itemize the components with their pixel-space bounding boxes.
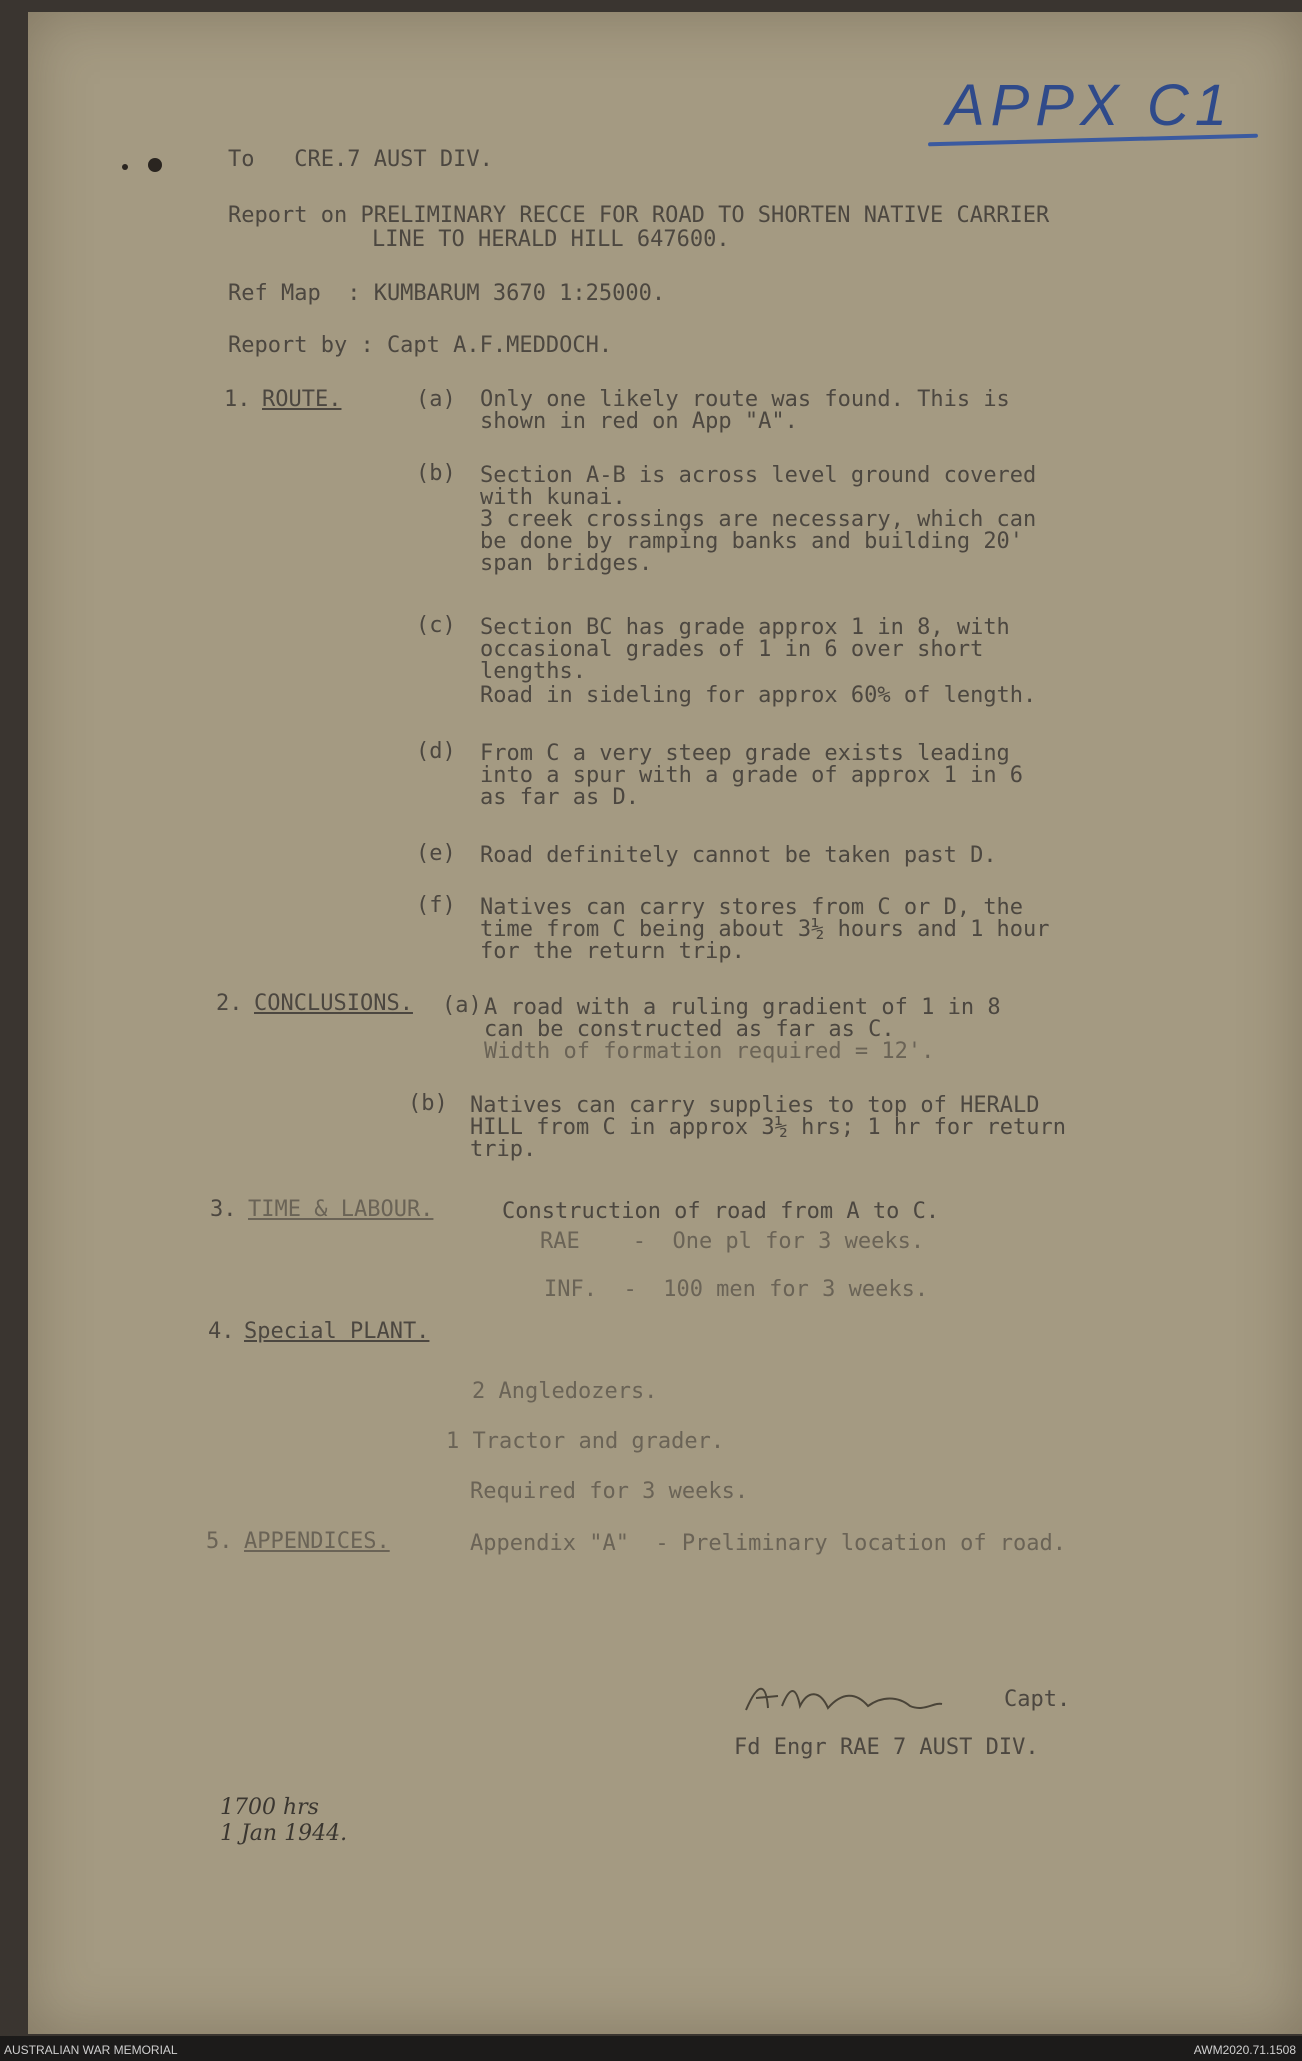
section-3-line: RAE - One pl for 3 weeks. [540,1229,925,1254]
section-4-line: 2 Angledozers. [472,1379,658,1404]
section-3-line: INF. - 100 men for 3 weeks. [544,1277,929,1302]
item-1f-label: (f) [416,893,456,918]
item-1b-line: span bridges. [480,551,653,576]
item-1b-label: (b) [416,461,456,486]
item-1d-line: From C a very steep grade exists leading [480,741,1010,766]
handwritten-signature [738,1672,998,1722]
item-1e-label: (e) [416,841,456,866]
section-5-heading: APPENDICES. [244,1529,390,1554]
section-5-line: Appendix "A" - Preliminary location of road. [470,1531,1067,1556]
item-1b-line: be done by ramping banks and building 20' [480,529,1024,554]
item-1d-label: (d) [416,739,456,764]
ink-blot [148,158,162,172]
section-2-number: 2. [216,991,243,1016]
to-line: To CRE.7 AUST DIV. [228,147,493,172]
section-4-line: 1 Tractor and grader. [446,1429,725,1454]
footer-institution: AUSTRALIAN WAR MEMORIAL [4,2043,178,2057]
section-4-number: 4. [208,1319,235,1344]
subject-line-1: Report on PRELIMINARY RECCE FOR ROAD TO SHORTEN NATIVE CARRIER [228,203,1050,228]
item-1f-line: Natives can carry stores from C or D, the [480,895,1024,920]
document-sheet [28,12,1302,2034]
item-1c-line: occasional grades of 1 in 6 over short [480,637,984,662]
item-1f-line: for the return trip. [480,939,745,964]
footer-catalogue-id: AWM2020.71.1508 [1193,2043,1296,2057]
report-by: Report by : Capt A.F.MEDDOCH. [228,333,613,358]
ref-map: Ref Map : KUMBARUM 3670 1:25000. [228,281,666,306]
ink-spot [122,164,128,170]
item-1d-line: into a spur with a grade of approx 1 in 6 [480,763,1024,788]
section-1-number: 1. [224,387,251,412]
archive-footer [0,2036,1302,2061]
item-1b-line: 3 creek crossings are necessary, which can [480,507,1037,532]
item-2a-line: Width of formation required = 12'. [484,1039,935,1064]
item-2a-line: A road with a ruling gradient of 1 in 8 [484,995,1001,1020]
item-1c-line: Section BC has grade approx 1 in 8, with [480,615,1010,640]
item-1b-line: Section A-B is across level ground covered [480,463,1037,488]
date: 1 Jan 1944. [220,1821,348,1846]
item-1c-label: (c) [416,613,456,638]
section-1-heading: ROUTE. [262,387,342,412]
item-2b-line: HILL from C in approx 3½ hrs; 1 hr for return [470,1115,1067,1140]
section-2-heading: CONCLUSIONS. [254,991,413,1016]
item-2b-label: (b) [408,1091,448,1116]
time-handwritten: 1700 hrs [220,1795,319,1820]
item-1c-line: Road in sideling for approx 60% of length. [480,683,1037,708]
item-1a-line: Only one likely route was found. This is [480,387,1010,412]
section-3-heading: TIME & LABOUR. [248,1197,434,1222]
section-3-number: 3. [210,1197,237,1222]
signature-unit: Fd Engr RAE 7 AUST DIV. [734,1735,1039,1760]
item-2a-line: can be constructed as far as C. [484,1017,895,1042]
signature-rank: Capt. [1004,1687,1071,1712]
appendix-annotation: APPX C1 [946,73,1233,138]
item-1c-line: lengths. [480,659,586,684]
item-2b-line: trip. [470,1137,537,1162]
section-3-line: Construction of road from A to C. [502,1199,940,1224]
item-1a-label: (a) [416,387,456,412]
item-1d-line: as far as D. [480,785,639,810]
item-1b-line: with kunai. [480,485,626,510]
subject-line-2: LINE TO HERALD HILL 647600. [372,227,730,252]
section-4-line: Required for 3 weeks. [470,1479,749,1504]
item-2a-label: (a) [442,993,482,1018]
item-1f-line: time from C being about 3½ hours and 1 hour [480,917,1050,942]
section-5-number: 5. [206,1529,233,1554]
section-4-heading: Special PLANT. [244,1319,430,1344]
item-1e-line: Road definitely cannot be taken past D. [480,843,997,868]
item-2b-line: Natives can carry supplies to top of HERALD [470,1093,1040,1118]
item-1a-line: shown in red on App "A". [480,409,798,434]
